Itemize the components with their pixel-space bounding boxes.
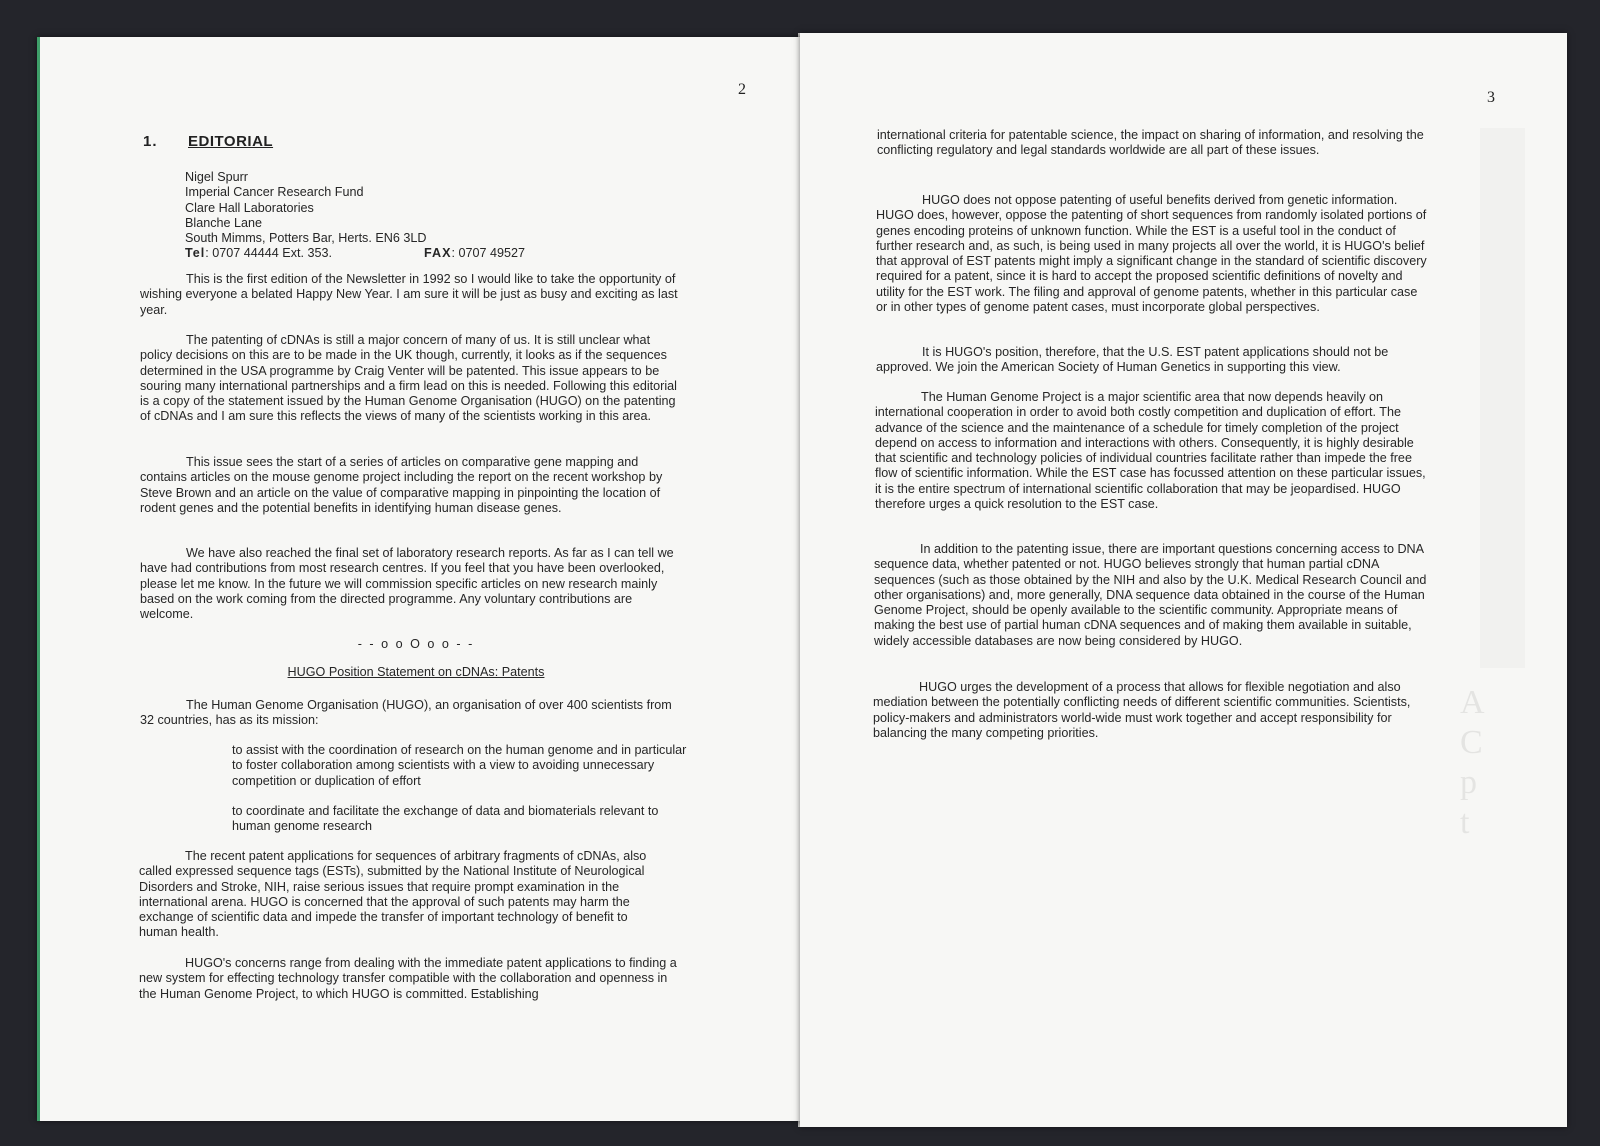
- right-para-5: HUGO urges the development of a process that allows for flexible negotiation and also mediation between the potentially conflicting needs of different scientific communities. Scientists, policy-makers and administrators world-wide must work together and accept responsibility for balancing the many competing priorities.: [873, 680, 1411, 740]
- right-paragraph: [876, 345, 1432, 376]
- right-para-1: HUGO does not oppose patenting of useful benefits derived from genetic information. HUGO does, however, oppose the patenting of short sequences from randomly isolated portions of genes encoding proteins of unknown function. While the EST is a useful tool in the conduct of further research and, as such, is being used in many projects all over the world, it is HUGO's belief that approval of EST patents might imply a significant change in the standard of scientific discovery required for a patent, since it is hard to accept the proposed scientific definitions of novelty and utility for the EST work. The filing and approval of genome patents, whether in this particular case or in other types of genome patent cases, must incorporate global perspectives.: [876, 193, 1427, 315]
- statement-para-2: HUGO's concerns range from dealing with the immediate patent applications to finding a new system for effecting technology transfer compatible with the collaboration and openness in the Human Genome Project, to which HUGO is committed. Establishing: [139, 956, 677, 1001]
- page-number-left: 2: [738, 81, 746, 98]
- right-para-3: The Human Genome Project is a major scientific area that now depends heavily on international cooperation in order to avoid both costly competition and duplication of effort. The advance of the science and the maintenance of a schedule for timely completion of the project depend on access to information and interactions with others. Consequently, it is highly desirable that scientific and technology policies of individual countries facilitate rather than impede the free flow of scientific information. While the EST case has focussed attention on these particular issues, it is the entire spectrum of international scientific collaboration that may be jeopardised. HUGO therefore urges a quick resolution to the EST case.: [875, 390, 1426, 512]
- author-dept: Clare Hall Laboratories: [185, 200, 314, 215]
- author-org: Imperial Cancer Research Fund: [185, 185, 364, 200]
- statement-paragraph: [139, 956, 681, 1002]
- continuation-paragraph: international criteria for patentable science, the impact on sharing of information, and resolving the conflicting regulatory and legal standards worldwide are all part of these issues.: [877, 128, 1424, 158]
- author-address: [185, 170, 525, 262]
- editorial-paragraph: [140, 333, 681, 425]
- right-paragraph: [876, 193, 1432, 315]
- statement-paragraph: [139, 849, 669, 941]
- page-right: [800, 33, 1567, 1127]
- editorial-para-1: This is the first edition of the Newsletter in 1992 so I would like to take the opportunity of wishing everyone a belated Happy New Year. I am sure it will be just as busy and exciting as last year.: [140, 272, 678, 317]
- tel-label: Tel: [185, 246, 206, 261]
- author-street: Blanche Lane: [185, 215, 263, 230]
- right-para-4: In addition to the patenting issue, there are important questions concerning access to DNA sequence data, whether patented or not. HUGO believes strongly that human partial cDNA sequences (such as those obtained by the NIH and also by the U.K. Medical Research Council and other organisations) and, more generally, DNA sequence data obtained in the course of the Human Genome Project, should be openly available to the scientific community. Appropriate means of making the best use of partial human cDNA sequences and of making them available in suitable, widely accessible databases are now being considered by HUGO.: [874, 542, 1427, 648]
- page-left: [37, 37, 803, 1121]
- fax-value: : 0707 49527: [451, 246, 526, 261]
- editorial-para-2: The patenting of cDNAs is still a major concern of many of us. It is still unclear what policy decisions on this are to be made in the UK though, currently, it looks as if the sequences determined in the USA programme by Craig Venter will be patented. This issue appears to be souring many international partnerships and a firm lead on this is needed. Following this editorial is a copy of the statement issued by the Human Genome Organisation (HUGO) on the patenting of cDNAs and I am sure this reflects the views of many of the scientists working in this area.: [140, 333, 677, 424]
- editorial-para-3: This issue sees the start of a series of articles on comparative gene mapping and contains articles on the mouse genome project including the report on the recent workshop by Steve Brown and an article on the value of comparative mapping in pinpointing the location of rodent genes and the potential benefits in identifying human disease genes.: [140, 455, 663, 515]
- tel-value: : 0707 44444 Ext. 353.: [205, 246, 333, 261]
- bleed-through-panel: [1480, 128, 1525, 668]
- statement-title: HUGO Position Statement on cDNAs: Patents: [287, 665, 545, 679]
- editorial-paragraph: [140, 455, 681, 516]
- section-divider: - - o o O o o - -: [357, 637, 475, 651]
- page-number-right: 3: [1487, 89, 1495, 106]
- editorial-paragraph: [140, 546, 681, 622]
- mission-item-1: to assist with the coordination of research on the human genome and in particular to foster collaboration among scientists with a view to avoiding unnecessary competition or duplication of effort: [232, 743, 687, 788]
- section-title: EDITORIAL: [188, 133, 274, 150]
- mission-item-2: to coordinate and facilitate the exchange of data and biomaterials relevant to human genome research: [232, 804, 659, 834]
- right-para-2: It is HUGO's position, therefore, that the U.S. EST patent applications should not be approved. We join the American Society of Human Genetics in supporting this view.: [876, 345, 1389, 375]
- editorial-para-4: We have also reached the final set of laboratory research reports. As far as I can tell we have had contributions from most research centres. If you feel that you have been overlooked, please let me know. In the future we will commission specific articles on new research mainly based on the work coming from the directed programme. Any voluntary contributions are welcome.: [140, 546, 674, 622]
- author-name: Nigel Spurr: [185, 170, 248, 184]
- author-town: South Mimms, Potters Bar, Herts. EN6 3LD: [185, 231, 427, 246]
- right-paragraph: [874, 542, 1432, 649]
- mission-intro: [140, 698, 681, 729]
- mission-intro-text: The Human Genome Organisation (HUGO), an organisation of over 400 scientists from 32 countries, has as its mission:: [140, 698, 672, 728]
- statement-para-1: The recent patent applications for sequences of arbitrary fragments of cDNAs, also called expressed sequence tags (ESTs), submitted by the National Institute of Neurological Disorders and Stroke, NIH, raise serious issues that require prompt examination in the international arena. HUGO is concerned that the approval of such patents may harm the exchange of scientific data and impede the transfer of important technology of benefit to human health.: [139, 849, 647, 940]
- bleed-through-text: A C p t: [1460, 684, 1485, 841]
- right-paragraph: [875, 390, 1432, 512]
- right-paragraph: [873, 680, 1432, 741]
- author-contact: [185, 246, 525, 261]
- editorial-paragraph: [140, 272, 681, 318]
- section-number: 1.: [143, 133, 158, 150]
- fax-label: FAX: [424, 246, 452, 261]
